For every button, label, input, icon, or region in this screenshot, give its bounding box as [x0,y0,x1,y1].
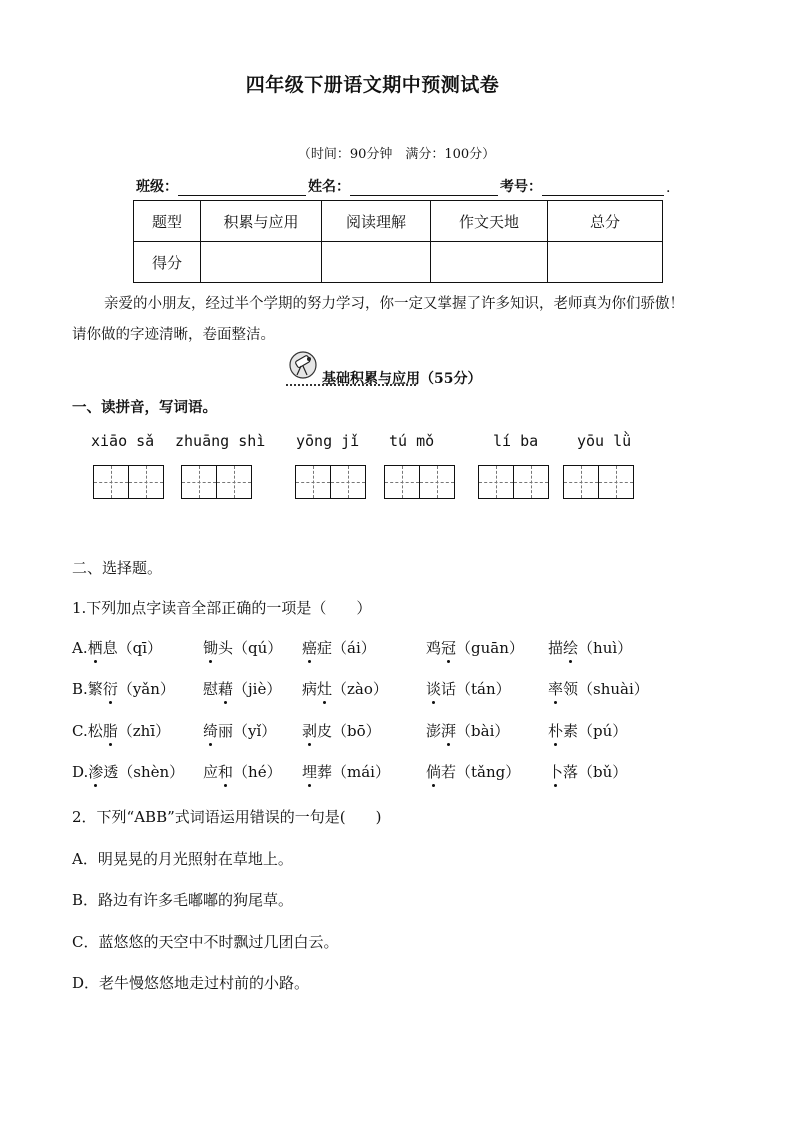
pinyin-label: yōu lǜ [577,432,632,450]
word-reading: （bài） [456,722,510,740]
word-reading: （zhī） [117,722,171,740]
word-text: 应 [203,763,219,781]
word-reading: 领（shuài） [563,680,649,698]
section-title: 基础积累与应用（55分） [322,371,482,387]
q2-item1-choice [203,761,282,782]
word-reading: （zào） [332,680,388,698]
pinyin-label: zhuāng shì [175,432,266,450]
score-cell[interactable] [548,242,663,283]
word-reading: 症（ái） [317,639,376,657]
q2-item1-choice [72,637,162,658]
option-letter[interactable]: D. [72,763,89,781]
q2-item1-choice [426,637,524,658]
word-text: 澎 [426,722,442,740]
pinyin-label: xiāo sǎ [91,432,155,450]
q2-item1-choice [426,678,511,699]
tianzige-box[interactable] [384,465,455,499]
dotted-character: 锄 [203,639,219,657]
intro-line-2: 请你做的字迹清晰，卷面整洁。 [72,327,275,343]
number-label: 考号： [500,179,542,195]
word-reading: 素（pú） [563,722,628,740]
q2-item1-stem: 1.下列加点字读音全部正确的一项是（ ） [72,599,372,617]
name-blank[interactable] [350,179,498,196]
word-text: 慰 [203,680,219,698]
dotted-character: 剥 [302,722,318,740]
pinyin-label: lí ba [493,432,539,450]
tianzige-box[interactable] [93,465,164,499]
dotted-character: 衍 [102,680,118,698]
q2-item1-choice [548,637,632,658]
q2-heading: 二、选择题。 [72,559,163,577]
tianzige-box[interactable] [563,465,634,499]
option-letter[interactable]: A. [72,639,88,657]
word-text: 描 [548,639,564,657]
q2-item1-choice [72,678,175,699]
dotted-character: 湃 [441,722,457,740]
dotted-character: 绘 [563,639,579,657]
banner-dotted-line [286,384,416,386]
dotted-character: 渗 [88,763,104,781]
dotted-character: 谈 [426,680,442,698]
intro-line-1: 亲爱的小朋友，经过半个学期的努力学习，你一定又掌握了许多知识，老师真为你们骄傲！ [104,296,684,312]
q1-heading: 一、读拼音，写词语。 [72,399,217,416]
dotted-character: 冠 [441,639,457,657]
q2-item1-choice [203,637,282,658]
info-end: . [666,180,671,196]
dotted-character: 栖 [87,639,103,657]
q2-item1-choice [203,678,281,699]
dotted-character: 埋 [302,763,318,781]
score-header-cell: 作文天地 [431,201,548,242]
q2-item1-choice [203,720,276,741]
dotted-character: 藉 [218,680,234,698]
word-text: 松 [87,722,103,740]
score-row-label: 得分 [134,242,201,283]
dotted-character: 率 [548,680,564,698]
word-reading: 透（shèn） [103,763,185,781]
word-reading: （guān） [456,639,524,657]
q2-item2-option[interactable]: A．明晃晃的月光照射在草地上。 [72,850,293,868]
word-reading: （yǎn） [117,680,175,698]
q2-item2-stem: 2．下列“ABB”式词语运用错误的一句是( ) [72,808,382,826]
dotted-character: 绮 [203,722,219,740]
class-label: 班级： [136,179,178,195]
score-header-cell: 总分 [548,201,663,242]
word-reading: 话（tán） [441,680,511,698]
score-table-score-row [134,242,663,283]
word-reading: 皮（bō） [317,722,381,740]
word-reading: （huì） [578,639,633,657]
student-info-row [136,176,670,196]
exam-meta: （时间：90分钟 满分：100分） [297,147,496,162]
word-text: 病 [302,680,318,698]
dotted-character: 卜 [548,763,564,781]
q2-item1-choice [426,720,509,741]
word-reading: 葬（mái） [317,763,390,781]
q2-item1-choice [548,761,627,782]
word-reading: 若（tǎng） [441,763,521,781]
tianzige-box[interactable] [295,465,366,499]
q2-item1-choice [302,637,376,658]
word-reading: 头（qú） [218,639,283,657]
tianzige-box[interactable] [478,465,549,499]
dotted-character: 灶 [317,680,333,698]
name-label: 姓名： [308,179,350,195]
q2-item1-choice [302,761,390,782]
q2-item1-choice [72,761,184,782]
dotted-character: 和 [218,763,234,781]
q2-item1-choice [426,761,520,782]
q2-item1-choice [302,678,388,699]
dotted-character: 朴 [548,722,564,740]
class-blank[interactable] [178,179,306,196]
page-title: 四年级下册语文期中预测试卷 [245,74,500,96]
score-table-header-row [134,201,663,242]
number-blank[interactable] [542,179,664,196]
q2-item1-choice [548,720,627,741]
word-reading: 落（bǔ） [563,763,628,781]
option-letter[interactable]: C. [72,722,88,740]
word-reading: 息（qī） [102,639,163,657]
q2-item2-option[interactable]: C．蓝悠悠的天空中不时飘过几团白云。 [72,933,339,951]
dotted-character: 倘 [426,763,442,781]
telescope-icon [288,350,318,380]
pinyin-label: tú mǒ [389,432,435,450]
score-header-cell: 题型 [134,201,201,242]
score-cell[interactable] [201,242,322,283]
score-header-cell: 阅读理解 [322,201,431,242]
tianzige-box[interactable] [181,465,252,499]
word-reading: （hé） [233,763,282,781]
score-header-cell: 积累与应用 [201,201,322,242]
q2-item1-choice [548,678,649,699]
word-text: 鸡 [426,639,442,657]
option-letter[interactable]: B. [72,680,88,698]
q2-item2-option[interactable]: D．老牛慢悠悠地走过村前的小路。 [72,974,310,992]
word-reading: 丽（yǐ） [218,722,277,740]
word-reading: （jiè） [233,680,282,698]
score-table [133,200,663,283]
q2-item1-choice [72,720,170,741]
word-text: 繁 [87,680,103,698]
dotted-character: 脂 [102,722,118,740]
score-cell[interactable] [431,242,548,283]
q2-item1-choice [302,720,381,741]
section-banner [284,350,514,388]
pinyin-label: yōng jǐ [296,432,360,450]
dotted-character: 癌 [302,639,318,657]
q2-item2-option[interactable]: B．路边有许多毛嘟嘟的狗尾草。 [72,891,294,909]
score-cell[interactable] [322,242,431,283]
